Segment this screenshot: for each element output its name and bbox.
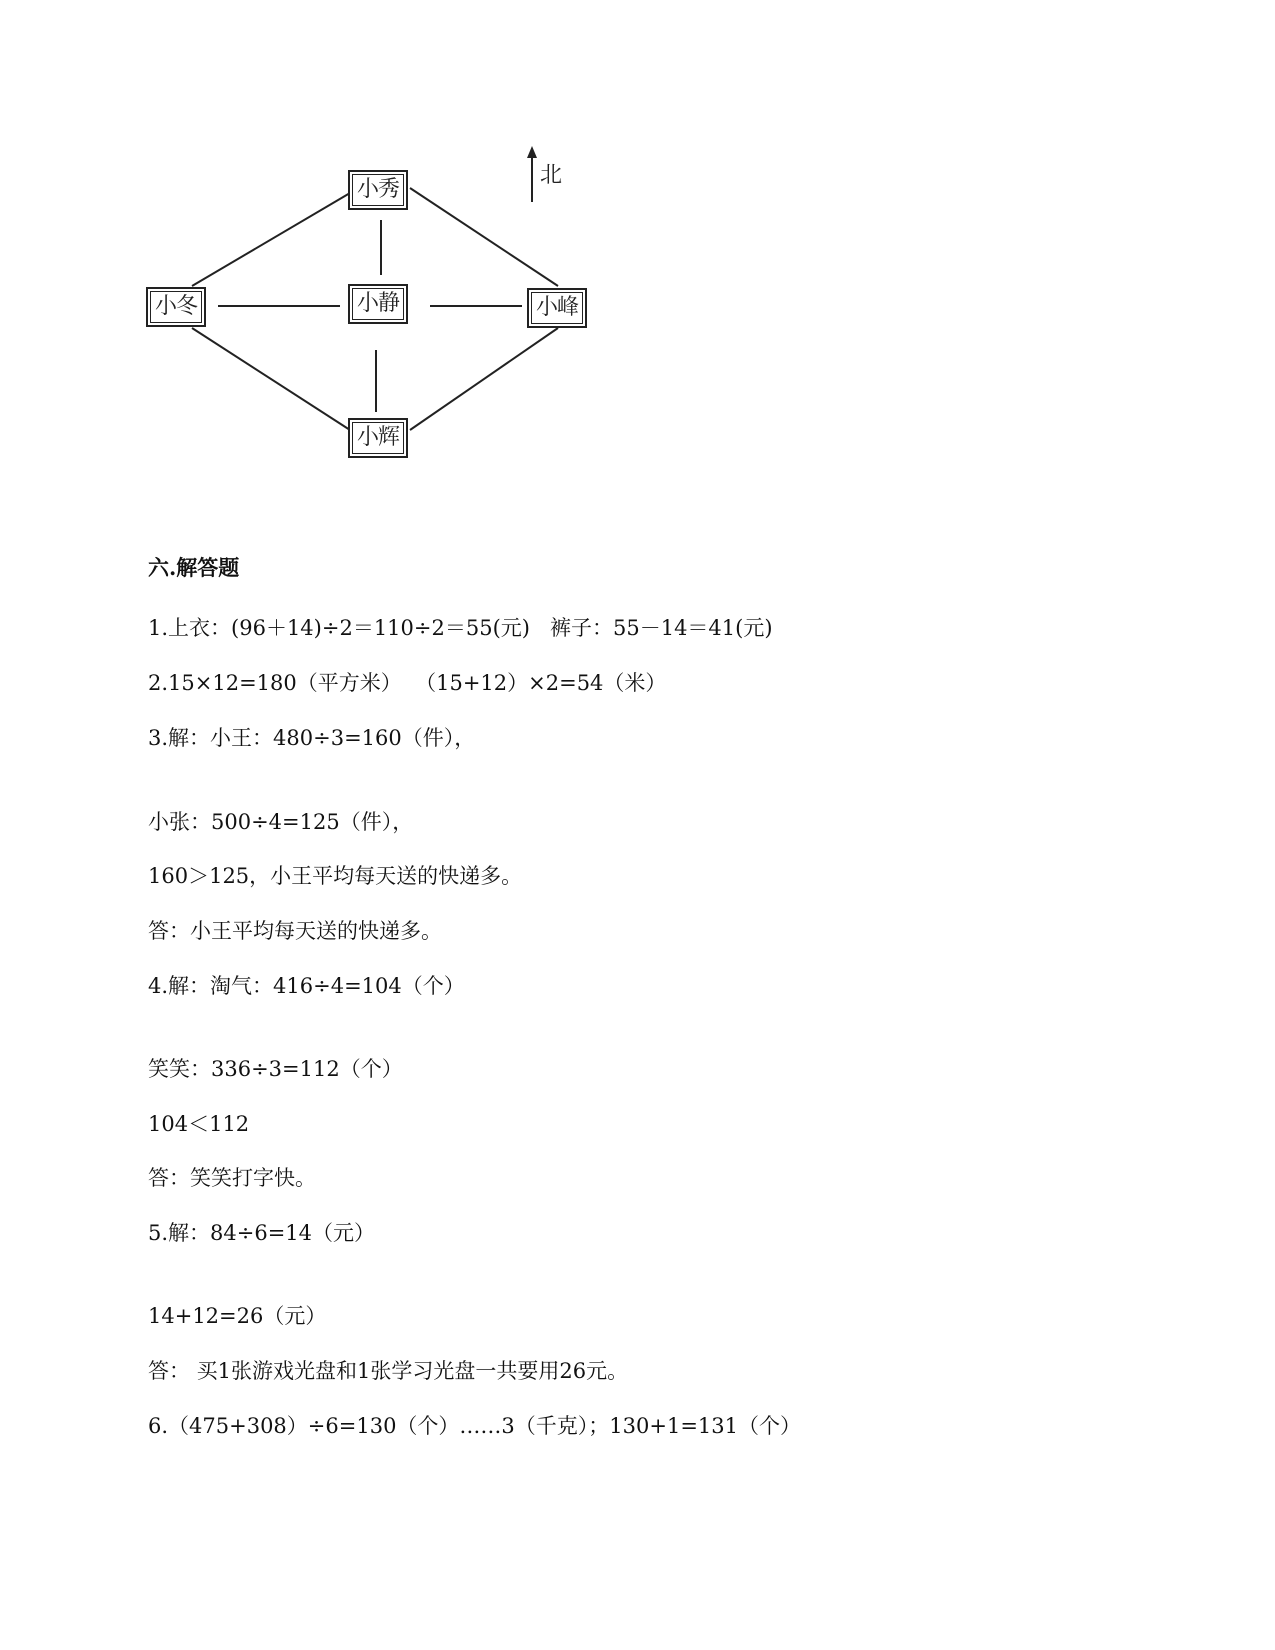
answer-line: 5.解：84÷6=14（元） (148, 1221, 376, 1245)
node-left: 小冬 (146, 287, 206, 327)
node-right: 小峰 (527, 288, 587, 328)
answer-line: 笑笑：336÷3=112（个） (148, 1057, 403, 1081)
answer-line: 104＜112 (148, 1112, 250, 1136)
answer-line: 14+12=26（元） (148, 1304, 327, 1328)
answer-line: 160＞125，小王平均每天送的快递多。 (148, 864, 523, 888)
north-arrow-icon (527, 146, 537, 202)
edge-left-bottom (192, 328, 350, 430)
north-label: 北 (540, 163, 563, 188)
answer-line: 答：小王平均每天送的快递多。 (148, 919, 442, 943)
answer-line: 答： 买1张游戏光盘和1张学习光盘一共要用26元。 (148, 1359, 629, 1383)
answer-line: 2.15×12=180（平方米） （15+12）×2=54（米） (148, 671, 667, 695)
edge-left-top (192, 193, 350, 286)
edge-top-right (410, 188, 558, 286)
answer-line: 4.解：淘气：416÷4=104（个） (148, 974, 465, 998)
node-bottom: 小辉 (348, 418, 408, 458)
answer-line: 3.解：小王：480÷3=160（件）， (148, 726, 476, 750)
edge-bottom-right (410, 328, 558, 430)
answer-line: 1.上衣：(96＋14)÷2＝110÷2＝55(元) 裤子：55－14＝41(元) (148, 616, 773, 640)
section-title: 六.解答题 (148, 555, 240, 580)
answer-line: 6.（475+308）÷6=130（个）……3（千克）；130+1=131（个） (148, 1414, 802, 1438)
answer-line: 小张：500÷4=125（件）， (148, 810, 414, 834)
location-diagram (140, 140, 620, 500)
node-top: 小秀 (348, 170, 408, 210)
node-center: 小静 (348, 284, 408, 324)
answer-line: 答：笑笑打字快。 (148, 1166, 316, 1190)
